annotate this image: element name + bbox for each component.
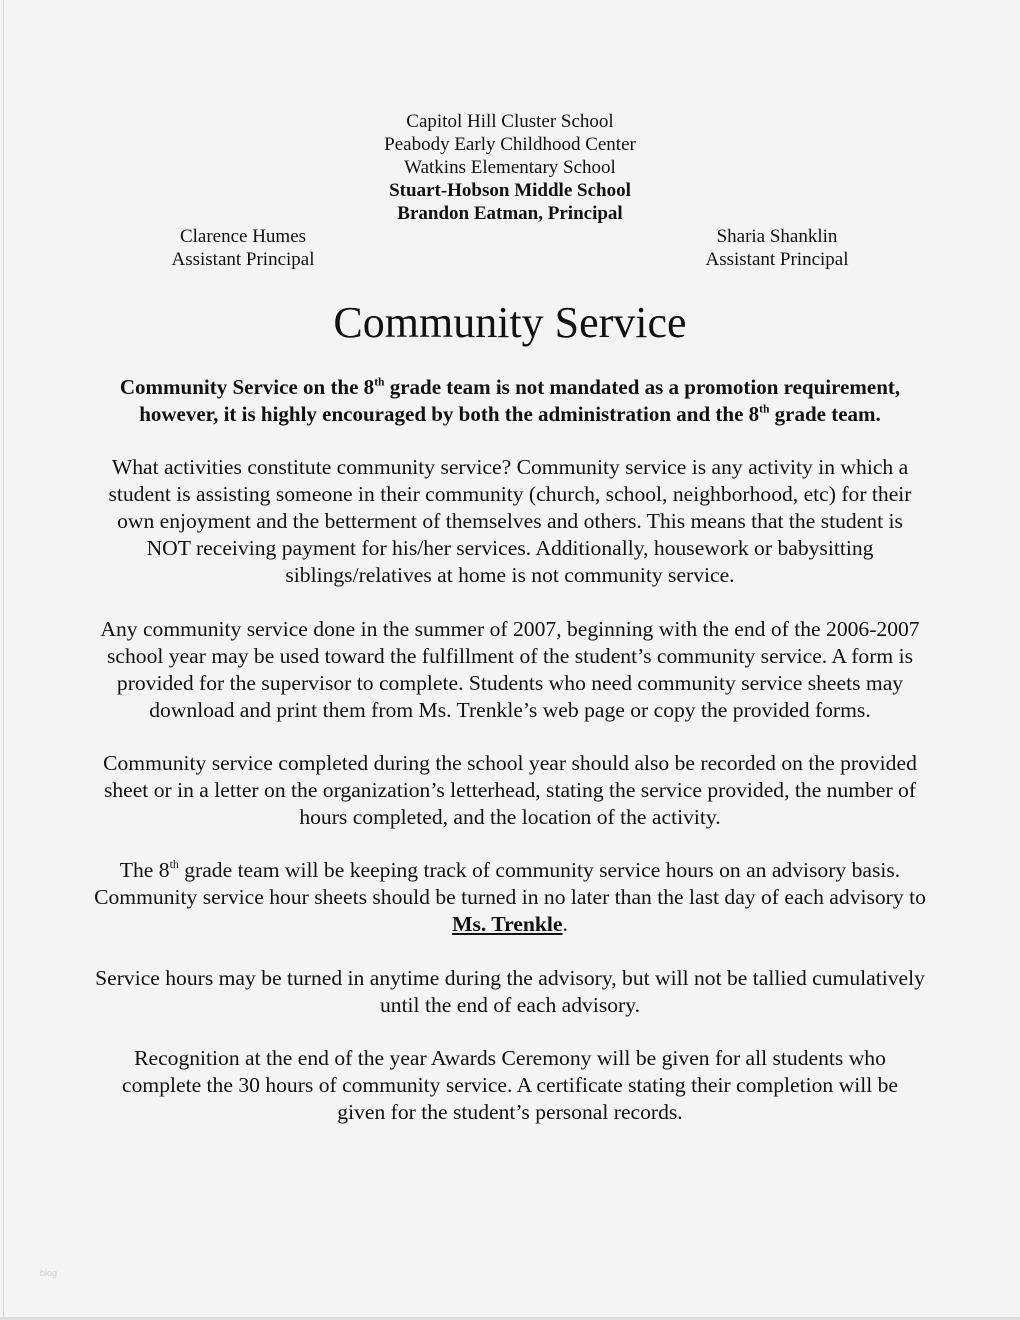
- line: Service hours may be turned in anytime during the advisory, but will not be tallied cumulatively: [95, 966, 925, 990]
- text: The 8: [119, 858, 170, 882]
- line: What activities constitute community service? Community service is any activity in which a: [111, 455, 909, 479]
- text: however, it is highly encouraged by both the administration and the 8: [139, 402, 760, 426]
- text: grade team will be keeping track of community service hours on an advisory basis.: [178, 858, 901, 882]
- text: grade team.: [769, 402, 881, 426]
- line: until the end of each advisory.: [379, 993, 641, 1017]
- header-school: Stuart-Hobson Middle School: [389, 180, 631, 201]
- line: Any community service done in the summer of 2007, beginning with the end of the 2006-2007: [100, 617, 920, 641]
- line: hours completed, and the location of the activity.: [299, 805, 721, 829]
- superscript: th: [374, 376, 385, 389]
- line: complete the 30 hours of community service. A certificate stating their completion will be: [122, 1073, 898, 1097]
- page-title: Community Service: [333, 298, 687, 347]
- line: given for the student’s personal records.: [337, 1100, 683, 1124]
- line: NOT receiving payment for his/her services. Additionally, housework or babysitting: [146, 536, 874, 560]
- line: Recognition at the end of the year Awards Ceremony will be given for all students who: [134, 1046, 886, 1070]
- line: download and print them from Ms. Trenkle’s web page or copy the provided forms.: [149, 698, 871, 722]
- header-principal: Brandon Eatman, Principal: [397, 203, 623, 224]
- role: Assistant Principal: [705, 249, 849, 270]
- superscript: th: [759, 403, 770, 416]
- line: Community service hour sheets should be turned in no later than the last day of each advisory to: [94, 885, 926, 909]
- name: Clarence Humes: [179, 226, 307, 247]
- line: Community service completed during the school year should also be recorded on the provided: [103, 751, 917, 775]
- header-line: Watkins Elementary School: [404, 157, 616, 178]
- paragraph-recording: [0, 750, 1020, 831]
- assistant-principal-right: [677, 225, 877, 271]
- line: sheet or in a letter on the organization’s letterhead, stating the service provided, the number of: [103, 778, 917, 802]
- name: Sharia Shanklin: [716, 226, 838, 247]
- paragraph-summer: [0, 616, 1020, 724]
- text: grade team is not mandated as a promotion requirement,: [384, 375, 901, 399]
- line: provided for the supervisor to complete. Students who need community service sheets may: [116, 671, 904, 695]
- superscript: th: [169, 857, 179, 872]
- watermark: blog: [40, 1268, 58, 1278]
- intro-statement: [0, 374, 1020, 428]
- assistant-principal-left: [143, 225, 343, 271]
- paragraph-definition: [0, 454, 1020, 589]
- paragraph-recognition: [0, 1045, 1020, 1126]
- line: siblings/relatives at home is not community service.: [285, 563, 735, 587]
- paragraph-tracking: [0, 857, 1020, 938]
- school-header: [0, 110, 1020, 225]
- header-line: Capitol Hill Cluster School: [406, 111, 614, 132]
- line: own enjoyment and the betterment of themselves and others. This means that the student is: [117, 509, 903, 533]
- paragraph-tally: [0, 965, 1020, 1019]
- contact-name: Ms. Trenkle: [452, 912, 563, 936]
- role: Assistant Principal: [171, 249, 315, 270]
- header-line: Peabody Early Childhood Center: [384, 134, 636, 155]
- text: .: [562, 912, 568, 936]
- text: Community Service on the 8: [119, 375, 375, 399]
- line: student is assisting someone in their community (church, school, neighborhood, etc) for their: [108, 482, 912, 506]
- line: school year may be used toward the fulfillment of the student’s community service. A form is: [107, 644, 913, 668]
